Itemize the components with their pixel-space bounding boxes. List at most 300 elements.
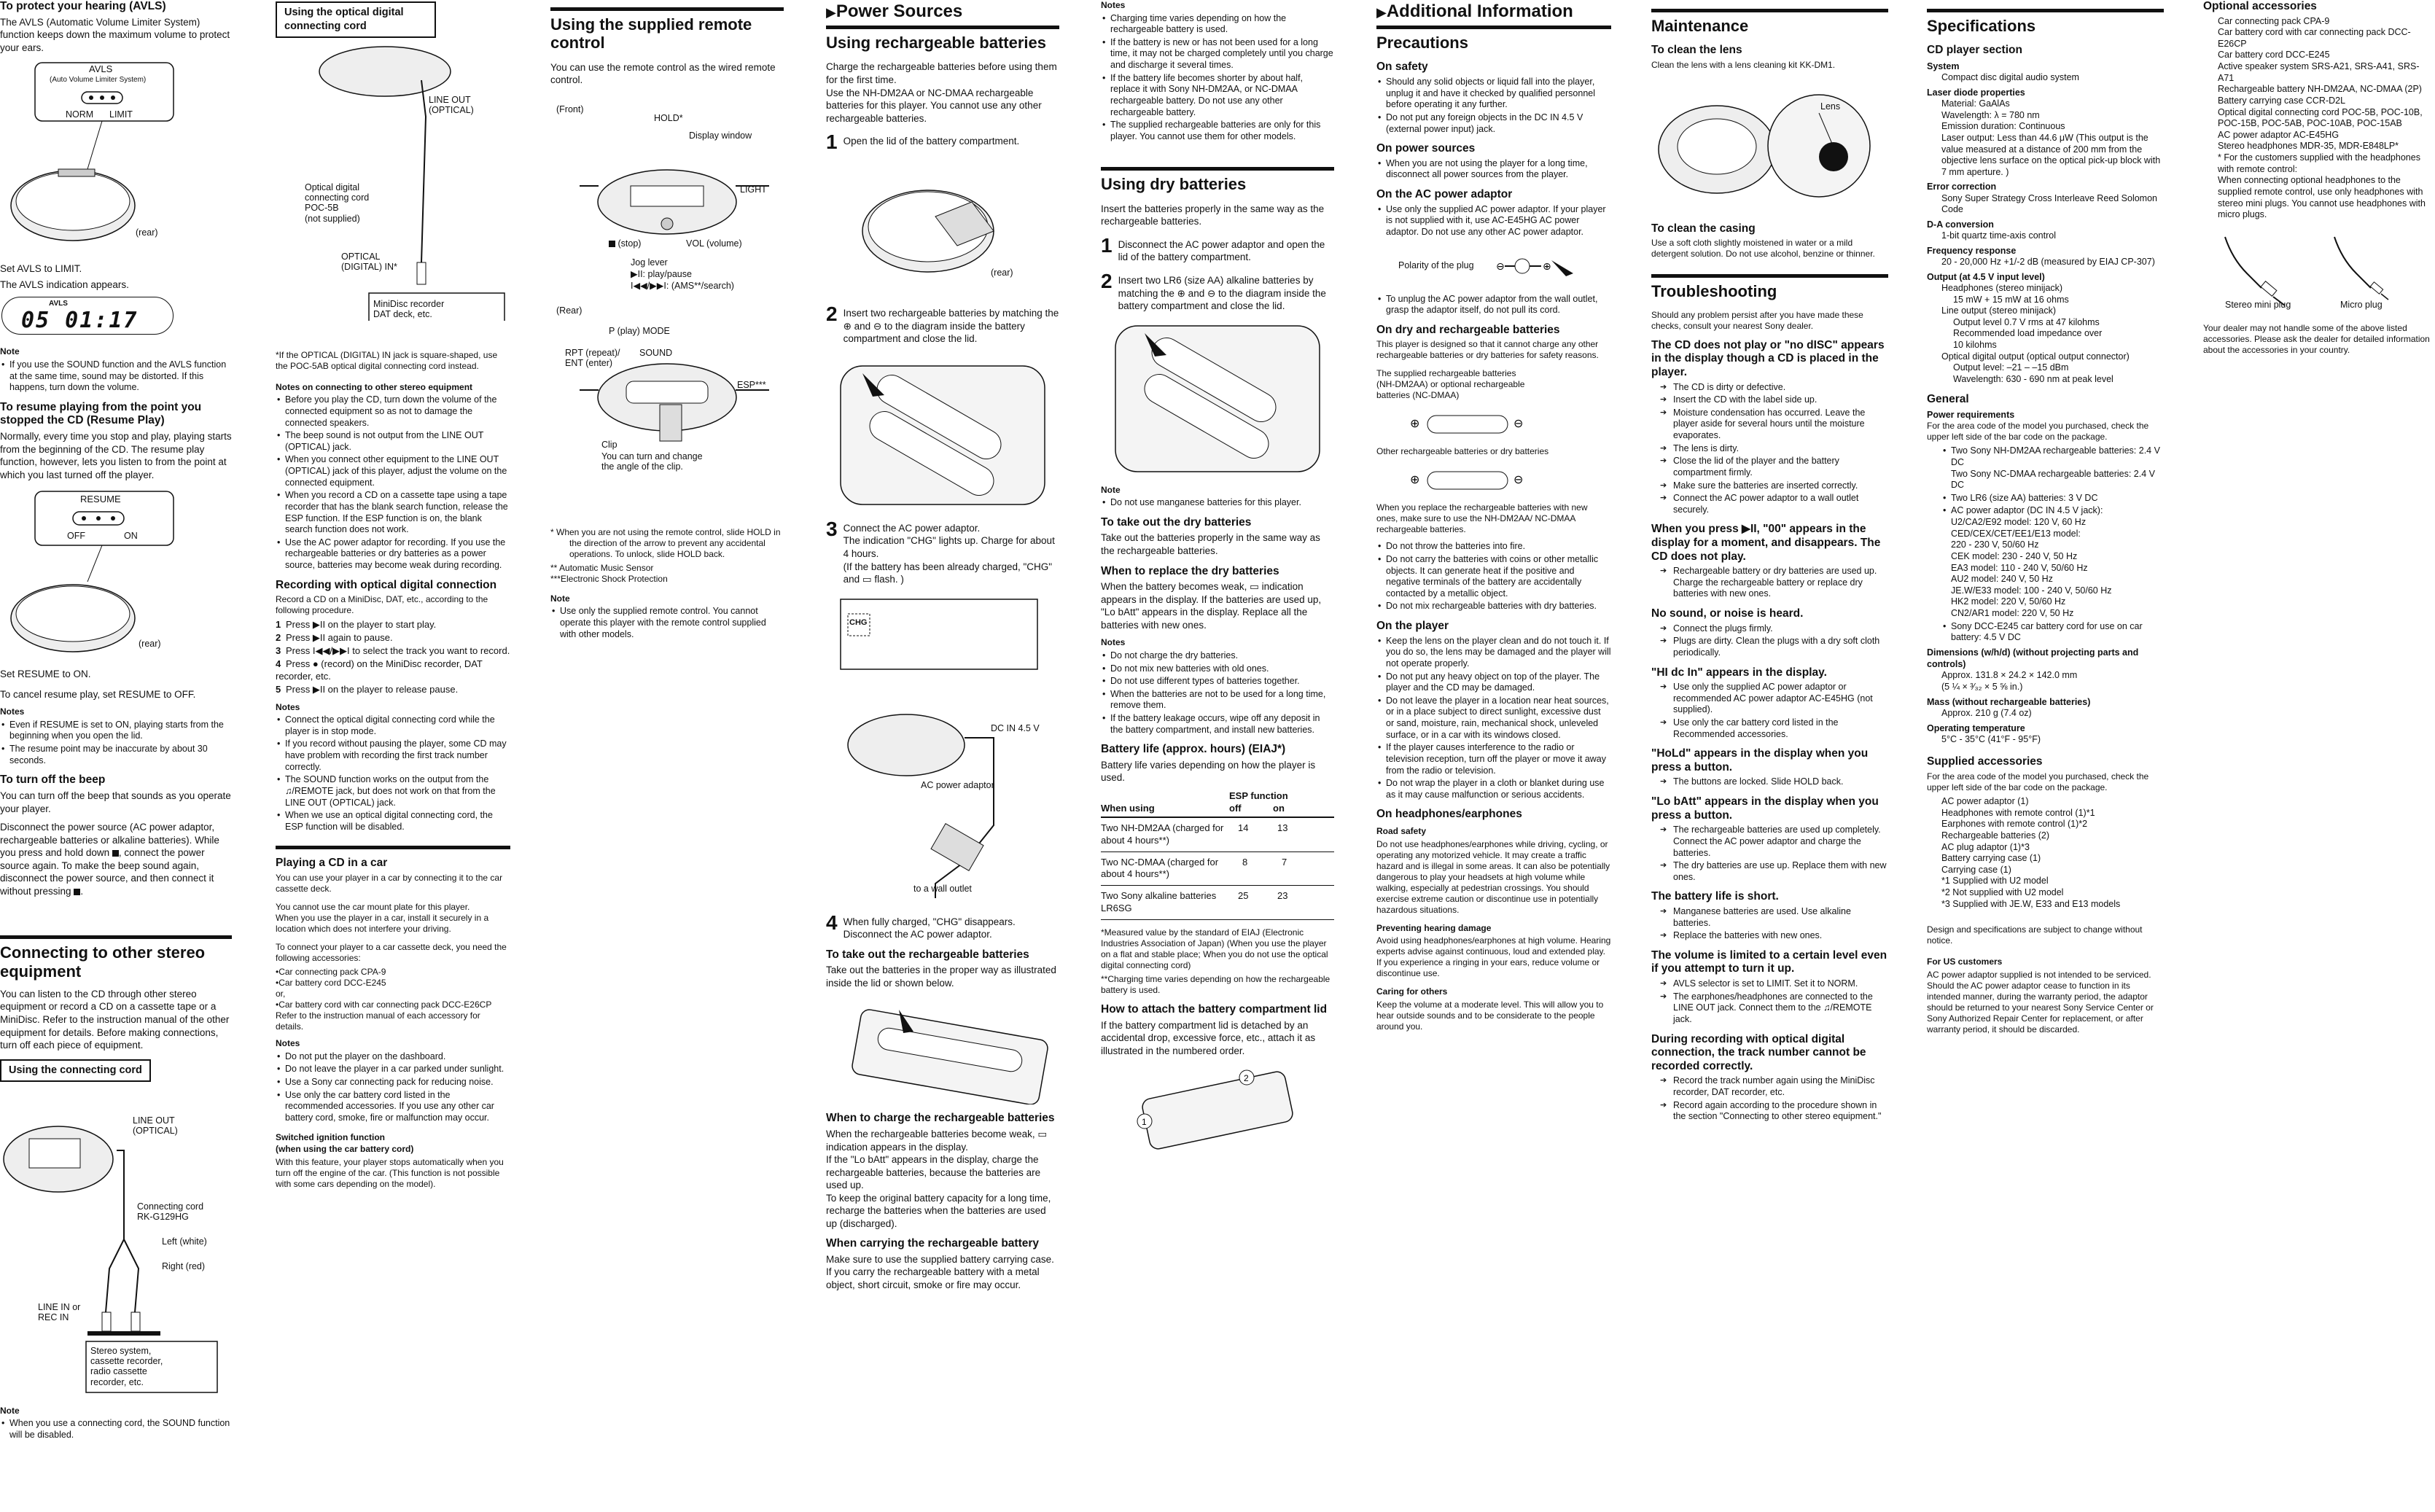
trouble-answer: ➔ Use only the supplied AC power adaptor or recommended AC power adaptor AC-E45HG (not supplied). [1660,682,1888,716]
jog-search-label: I◀◀/▶▶I: (AMS**/search) [631,280,734,291]
dry-batt-note: • Do not use different types of batteries together. [1101,676,1334,687]
life-body: Battery life varies depending on how the player is used. [1101,759,1316,784]
supplied-footnote: *2 Not supplied with U2 model [1941,887,2064,898]
spec-value: Optical digital output (optical output connector) [1941,351,2130,362]
line-out-label: LINE OUT (OPTICAL) [133,1115,178,1136]
step2-figure [826,351,1059,512]
lcd-avls: AVLS [49,300,68,308]
stop-label: (stop) [609,238,641,249]
car-body-4: Refer to the instruction manual of each accessory for details. [276,1010,480,1032]
avls-fig-title: AVLS [89,63,113,75]
step-3: 3 Connect the AC power adaptor. The indication "CHG" lights up. Charge for about 4 hours. (If the battery has been already charged, "CHG" and ▭ flash. ) [826,517,1055,585]
trouble-question: When you press ▶II, "00" appears in the display for a moment, and disappears. The CD does not play. [1651,523,1881,563]
trouble-answer: ➔ Connect the AC power adaptor to a wall outlet securely. [1660,493,1888,515]
supplied-body: For the area code of the model you purchased, check the upper left side of the bar code on the package. [1927,771,2149,793]
stereo-mini-label: Stereo mini plug [2225,299,2291,310]
precautions-title: Precautions [1376,26,1611,52]
player-item: • Do not wrap the player in a cloth or blanket during use as it may cause malfunction or serious accidents. [1376,778,1611,800]
optional-item: Car connecting pack CPA-9 [2218,15,2330,26]
player-title: On the player [1376,620,1449,633]
car-note: • Use a Sony car connecting pack for reducing noise. [276,1077,510,1088]
svg-text:⊕: ⊕ [1543,260,1551,273]
power-title: On power sources [1376,142,1476,155]
optional-item: Car battery cord with car connecting pack DCC-E26CP [2218,27,2411,49]
replace-rech: When you replace the rechargeable batteries with new ones, make sure to use the NH-DM2AA/ NC-DMAA rechargeable batteries. [1376,502,1588,535]
lens-title: To clean the lens [1651,44,1742,57]
troubleshooting-title: Troubleshooting [1651,274,1888,300]
ac-adaptor-label: AC power adaptor [921,779,994,790]
rpt-label: RPT (repeat)/ ENT (enter) [565,347,620,369]
dry-rech-title: On dry and rechargeable batteries [1376,323,1560,336]
connect-body: You can listen to the CD through other stereo equipment or record a CD on a cassette tape or a MiniDisc. Refer to the instruction manual of the other equipment for details. Before making connections, turn off each piece of equipment. [0,988,230,1051]
svg-text:1: 1 [1142,1117,1147,1128]
ignition-title: Switched ignition function (when using the car battery cord) [276,1132,414,1154]
charge-note: • The supplied rechargeable batteries are only for this player. You cannot use them for other models. [1101,120,1334,142]
spec-groups [1927,61,2164,386]
spec-heading: D-A conversion [1927,219,1994,230]
trouble-answer: ➔ The lens is dirty. [1660,443,1888,455]
ac-item: • To unplug the AC power adaptor from the wall outlet, grasp the adaptor itself, do not pull its cord. [1376,294,1611,316]
sound-label: SOUND [639,347,673,358]
lcd-display [1,297,174,335]
ac-title: On the AC power adaptor [1376,188,1513,201]
optional-item: Stereo headphones MDR-35, MDR-E848LP* [2218,141,2399,152]
charge-when-title: When to charge the rechargeable batteries [826,1112,1055,1125]
rechargeable-title: Using rechargeable batteries [826,26,1059,52]
take-out-figure [826,995,1059,1104]
car-note: • Do not put the player on the dashboard. [276,1051,510,1063]
note-title: Note [1101,484,1121,495]
trouble-question: The volume is limited to a certain level even if you attempt to turn it up. [1651,948,1887,975]
dry-figure [1101,319,1334,479]
power-sources-section: ▶Power Sources [826,1,963,21]
column-6 [1376,0,1611,1512]
casing-title: To clean the casing [1651,222,1756,235]
us-title: For US customers [1927,956,2003,967]
column-2 [276,0,510,1512]
stop-icon [74,889,80,895]
dimensions-value: Approx. 131.8 × 24.2 × 142.0 mm (5 ¼ × ³⁄₃₂ × 5 ⅝ in.) [1941,670,2078,693]
rechargeable-body: Charge the rechargeable batteries before using them for the first time. Use the NH-DM2AA or NC-DMAA rechargeable batteries for this player. You cannot use any other rechargeable batteries. [826,61,1057,124]
beep-body-2: Disconnect the power source (AC power adaptor, rechargeable batteries or alkaline batteries). While you press and hold down , connect the power source again. To make the beep sound again, disconnect the power source, and then connect it without pressing . [0,822,219,897]
column-5 [1101,0,1334,1512]
supplied-item: Earphones with remote control (1)*2 [1941,819,2088,830]
light-label: LIGHT [740,184,767,195]
spec-value: 10 kilohms [1953,340,1997,351]
note-title: Note [0,1405,20,1416]
stereo-box-label: Stereo system, cassette recorder, radio cassette recorder, etc. [90,1345,163,1387]
trouble-answer: ➔ Insert the CD with the label side up. [1660,394,1888,406]
resume-note: • Even if RESUME is set to ON, playing starts from the beginning when you open the lid. [0,720,232,742]
step-4: 4 When fully charged, "CHG" disappears. Disconnect the AC power adaptor. [826,911,1016,940]
optional-title: Optional accessories [2203,0,2317,12]
trouble-question: "Lo bAtt" appears in the display when you press a button. [1651,795,1879,822]
trouble-answer: ➔ Use only the car battery cord listed in the Recommended accessories. [1660,717,1888,740]
temp-value: 5°C - 35°C (41°F - 95°F) [1941,733,2041,744]
take-out-dry-title: To take out the dry batteries [1101,515,1252,529]
trouble-question: The battery life is short. [1651,890,1779,903]
battery-figure-1 [1376,407,1611,440]
front-label: (Front) [556,104,584,114]
table-row: Two Sony alkaline batteries LR6SG 25 23 [1101,886,1334,920]
rec-step: 4 Press ● (record) on the MiniDisc recorder, DAT recorder, etc. [276,658,483,682]
svg-text:⊖: ⊖ [1513,472,1524,487]
connecting-cord-label: Connecting cord RK-G129HG [137,1201,204,1222]
step3-figure [826,592,1059,905]
column-9 [2203,0,2435,1512]
player-item: • Do not put any heavy object on top of the player. The player and the CD may be damaged. [1376,671,1611,694]
car-note: • Use only the car battery cord listed in the recommended accessories. If you use any other car battery cord, smoke, fire or malfunction may occur. [276,1090,510,1124]
column-7 [1651,0,1888,1512]
stop-icon [609,241,615,247]
beep-title: To turn off the beep [0,773,106,787]
notes-title: Notes [1101,0,1126,10]
power-item: • Two Sony NH-DM2AA rechargeable batteries: 2.4 V DC Two Sony NC-DMAA rechargeable batteries: 2.4 V DC [1941,445,2164,491]
spec-value: 1-bit quartz time-axis control [1941,230,2057,241]
casing-body: Use a soft cloth slightly moistened in water or a mild detergent solution. Do not use alcohol, benzine or thinner. [1651,238,1875,260]
pmode-label: P (play) MODE [609,325,670,336]
car-or: or, [276,989,286,999]
note-title: Note [550,593,570,604]
supplied-footnote: *3 Supplied with JE.W, E33 and E13 models [1941,898,2121,909]
car-acc-2: •Car battery cord DCC-E245 [276,978,386,989]
triangle-icon: ▶ [1376,5,1387,20]
road-body: Do not use headphones/earphones while driving, cycling, or operating any motorized vehicle. It may create a traffic hazard and is illegal in some areas. It can also be potentially dangerous to play your headsets at high volume while walking, especially at pedestrian crossings. You should exercise extreme caution or discontinue use in potentially hazardous situations. [1376,838,1610,915]
resume-on: ON [124,531,138,542]
supplied-item: Headphones with remote control (1)*1 [1941,807,2095,818]
car-acc-1: •Car connecting pack CPA-9 [276,967,386,978]
take-out-dry-body: Take out the batteries properly in the same way as the rechargeable batteries. [1101,532,1320,556]
stop-icon [112,850,119,857]
rec-step: 1 Press ▶II on the player to start play. [276,619,437,631]
attach-figure [1101,1063,1334,1150]
trouble-question: "HoLd" appears in the display when you press a button. [1651,747,1869,773]
svg-text:⊖: ⊖ [1496,260,1505,273]
headphones-title: On headphones/earphones [1376,808,1522,821]
polarity-figure [1376,244,1611,288]
prevent-body: Avoid using headphones/earphones at high volume. Hearing experts advise against continuous, loud and extended play. If you experience a ringing in your ears, reduce volume or discontinue use. [1376,935,1611,979]
lcd-text: 05 01:17 [21,308,139,334]
optional-item: AC power adaptor AC-E45HG [2218,129,2339,140]
column-4 [826,0,1059,1512]
battery-illustration [1376,463,1610,496]
caring-title: Caring for others [1376,986,1448,997]
life-title: Battery life (approx. hours) (EIAJ*) [1101,743,1286,756]
charge-note: • If the battery life becomes shorter by about half, replace it with Sony NH-DM2AA, or NC-DMAA rechargeable battery. Do not use any other rechargeable battery. [1101,73,1334,119]
optional-item: Active speaker system SRS-A21, SRS-A41, SRS-A71 [2218,61,2420,83]
lens-label: Lens [1820,101,1841,112]
remote-footnote-2: ** Automatic Music Sensor [550,562,654,573]
player-illustration [0,487,219,662]
specifications-title: Specifications [1927,9,2164,35]
optical-figure [276,44,510,321]
rear-label: (rear) [139,639,161,650]
resume-figure [0,487,232,662]
table-row: Two NC-DMAA (charged for about 4 hours**) 8 7 [1101,852,1334,886]
dry-battery-illustration [1101,319,1334,479]
svg-text:⊖: ⊖ [1513,416,1524,431]
supplied-rech: The supplied rechargeable batteries (NH-DM2AA) or optional rechargeable batteries (NC-DMAA) [1376,368,1525,401]
trouble-answer: ➔ Manganese batteries are used. Use alkaline batteries. [1660,906,1888,929]
opt-cord-label: Optical digital connecting cord POC-5B (not supplied) [305,182,370,224]
trouble-answer: ➔ Replace the batteries with new ones. [1660,930,1888,942]
trouble-answer: ➔ Rechargeable battery or dry batteries are used up. Charge the rechargeable battery or replace dry batteries with new ones. [1660,566,1888,600]
dry-batt-note: • When the batteries are not to be used for a long time, remove them. [1101,689,1334,712]
remote-note: • Use only the supplied remote control. You cannot operate this player with the remote control supplied with other models. [550,606,784,640]
dry-batt-note: • Do not charge the dry batteries. [1101,650,1334,662]
design-note: Design and specifications are subject to change without notice. [1927,924,2143,946]
trouble-answer: ➔ Close the lid of the player and the battery compartment firmly. [1660,456,1888,478]
opt-in-label: OPTICAL (DIGITAL) IN* [341,251,397,273]
dimensions-title: Dimensions (w/h/d) (without projecting parts and controls) [1927,647,2139,670]
ac-adaptor-illustration [826,592,1059,905]
caring-body: Keep the volume at a moderate level. This will allow you to hear outside sounds and to be considerate to the people around you. [1376,999,1604,1032]
rec-opt-title: Recording with optical digital connection [276,578,497,591]
optional-item: Car battery cord DCC-E245 [2218,50,2330,61]
dry-batt-note: • If the battery leakage occurs, wipe off any deposit in the battery compartment, and install new batteries. [1101,713,1334,736]
charge-note: • Charging time varies depending on how the rechargeable battery is used. [1101,13,1334,36]
life-footnote-2: **Charging time varies depending on how the rechargeable battery is used. [1101,974,1331,996]
rear-label: (rear) [991,268,1013,278]
prevent-title: Preventing hearing damage [1376,922,1492,933]
life-footnote-1: *Measured value by the standard of EIAJ (Electronic Industries Association of Japan) (When you use the player on a flat and stable place; When you do not use the optical digital connecting cord) [1101,927,1328,971]
display-window-label: Display window [689,130,752,141]
rec-step: 5 Press ▶II on the player to release pause. [276,683,459,695]
troubleshooting-body: Should any problem persist after you have made these checks, consult your nearest Sony dealer. [1651,309,1863,331]
trouble-answer: ➔ The earphones/headphones are connected to the LINE OUT jack. Connect them to the ♫/REMOTE jack. [1660,991,1888,1026]
optional-item: Optical digital connecting cord POC-5B, POC-10B, POC-15B, POC-5AB, POC-10AB, POC-15AB [2218,106,2423,129]
spec-value: Wavelength: 630 - 690 nm at peak level [1953,373,2113,384]
avls-limit: LIMIT [109,109,133,120]
trouble-question: During recording with optical digital connection, the track number cannot be recorded correctly. [1651,1032,1866,1072]
safety-item: • Do not put any foreign objects in the DC IN 4.5 V (external power input) jack. [1376,112,1611,135]
player-item: • If the player causes interference to the radio or television reception, turn off the player or move it away from the radio or television. [1376,742,1611,776]
set-resume: Set RESUME to ON. [0,669,91,680]
additional-section: ▶Additional Information [1376,1,1573,21]
supplied-item: Battery carrying case (1) [1941,853,2041,864]
take-out-title: To take out the rechargeable batteries [826,948,1029,961]
step-1: 1 Disconnect the AC power adaptor and open the lid of the battery compartment. [1101,233,1325,263]
polarity-label: Polarity of the plug [1398,260,1474,270]
table-header: When using [1101,789,1229,817]
supplied-item: AC power adaptor (1) [1941,796,2029,807]
batt-item: • Do not mix rechargeable batteries with dry batteries. [1376,601,1611,612]
batt-item: • Do not carry the batteries with coins or other metallic objects. It can generate heat if the positive and negative terminals of the battery are accidentally contacted by a metallic object. [1376,554,1611,600]
battery-figure-2 [1376,463,1611,496]
section-divider [276,846,510,849]
car-body-3: To connect your player to a car cassette deck, you need the following accessories: [276,942,507,964]
resume-body: Normally, every time you stop and play, playing starts from the beginning of the CD. The resume play function, however, lets you listen to from the point at which you last turned off the player. [0,430,232,480]
remote-footnote-1: * When you are not using the remote control, slide HOLD in the direction of the arrow to prevent any accidental operations. To unlock, slide HOLD back. [550,526,781,559]
player-item: • Do not leave the player in a location near heat sources, or in a place subject to direct sunlight, excessive dust or sand, moisture, rain, mechanical shock, unleveled surface, or in a car with its windows closed. [1376,695,1611,741]
power-item: • AC power adaptor (DC IN 4.5 V jack): U2/CA2/E92 model: 120 V, 60 Hz CED/CEX/CET/EE1/E13 model: 220 - 230 V, 50/60 Hz CEK model: 230 - 240 V, 50 Hz EA3 model: 110 - 240 V, 50/60 Hz AU2 model: 240 V, 50 Hz JE.W/E33 model: 100 - 240 V, 50/60 Hz HK2 model: 220 V, 50/60 Hz CN2/AR1 model: 220 V, 50 Hz [1941,505,2164,619]
trouble-answer: ➔ The buttons are locked. Slide HOLD back. [1660,776,1888,788]
battery-life-table [1101,789,1334,920]
stereo-note: • The beep sound is not output from the LINE OUT (OPTICAL) jack. [276,430,510,453]
resume-label: RESUME [80,494,121,505]
remote-footnote-3: ***Electronic Shock Protection [550,573,668,584]
beep-body: You can turn off the beep that sounds as you operate your player. [0,790,231,814]
using-cord-box: Using the connecting cord [0,1059,151,1082]
trouble-answer: ➔ Plugs are dirty. Clean the plugs with a dry soft cloth periodically. [1660,636,1888,658]
charge-note: • If the battery is new or has not been used for a long time, it may not be charged completely until you charge and discharge it several times. [1101,37,1334,71]
ac-item: • Use only the supplied AC power adaptor. If your player is not supplied with it, use AC-E45HG AC power adaptor. Do not use any other AC power adaptor. [1376,204,1611,238]
cord-figure [0,1094,232,1400]
rear-label: (rear) [136,227,158,238]
spec-value: Output level: –21 – –15 dBm [1953,362,2069,373]
optical-box: Using the optical digital connecting cord [276,1,436,38]
avls-appears: The AVLS indication appears. [0,278,129,290]
trouble-question: The CD does not play or "no dISC" appears in the display though a CD is placed in the player. [1651,338,1885,378]
spec-heading: System [1927,61,1960,71]
rec-note: • If you record without pausing the player, some CD may have problem with recording the first track number correctly. [276,739,510,773]
remote-figure [550,98,784,521]
resume-note: • The resume point may be inaccurate by about 30 seconds. [0,744,232,766]
attach-body: If the battery compartment lid is detached by an accidental drop, excessive force, etc., attach it as illustrated in the numbered order. [1101,1019,1316,1056]
avls-figure [0,60,232,257]
power-req-body: For the area code of the model you purchased, check the upper left side of the bar code on the package. [1927,421,2149,443]
notes-title: Notes [276,701,300,712]
trouble-answer: ➔ Make sure the batteries are inserted correctly. [1660,480,1888,492]
take-out-illustration [826,995,1059,1104]
md-box-label: MiniDisc recorder DAT deck, etc. [373,298,445,320]
cord-note: • When you use a connecting cord, the SOUND function will be disabled. [0,1418,232,1441]
spec-value: Material: GaAlAs [1941,98,2010,109]
trouble-question: No sound, or noise is heard. [1651,607,1804,620]
dry-note: • Do not use manganese batteries for this player. [1101,497,1334,509]
rec-opt-body: Record a CD on a MiniDisc, DAT, etc., according to the following procedure. [276,594,488,616]
spec-heading: Frequency response [1927,245,2017,256]
spec-heading: Laser diode properties [1927,87,2025,98]
rec-note: • The SOUND function works on the output from the ♫/REMOTE jack, but does not work on that from the LINE OUT (OPTICAL) jack. [276,774,510,808]
other-rech: Other rechargeable batteries or dry batteries [1376,446,1549,457]
spec-value: 20 - 20,000 Hz +1/-2 dB (measured by EIAJ CP-307) [1941,257,2155,268]
remote-body: You can use the remote control as the wired remote control. [550,61,776,86]
ignition-body: With this feature, your player stops automatically when you turn off the engine of the car. (This function is not possible with some cars depending on the model). [276,1156,504,1189]
troubleshooting-list [1651,339,1888,1123]
dc-in-label: DC IN 4.5 V [991,722,1040,733]
triangle-icon: ▶ [826,5,836,20]
spec-heading: Error correction [1927,182,1997,192]
attach-title: How to attach the battery compartment lid [1101,1003,1328,1016]
player-item: • Keep the lens on the player clean and do not touch it. If you do so, the lens may be damaged and the player will not operate properly. [1376,636,1611,670]
spec-value: Recommended load impedance over [1953,328,2103,339]
rec-step: 2 Press ▶II again to pause. [276,632,393,644]
jog-label: Jog lever [631,257,668,268]
micro-plug-label: Micro plug [2340,299,2383,310]
trouble-answer: ➔ Record the track number again using the MiniDisc recorder, DAT recorder, etc. [1660,1075,1888,1098]
battery-insert-illustration [826,351,1059,512]
spec-value: Wavelength: λ = 780 nm [1941,109,2040,120]
general-title: General [1927,392,1969,405]
table-header: ESP function off on [1229,789,1334,817]
replace-title: When to replace the dry batteries [1101,564,1279,577]
road-title: Road safety [1376,826,1427,837]
lens-illustration [1651,77,1885,215]
spec-value: Line output (stereo minijack) [1941,305,2057,316]
trouble-answer: ➔ The dry batteries are use up. Replace them with new ones. [1660,860,1888,883]
notes-stereo-title: Notes on connecting to other stereo equipment [276,381,473,392]
spec-value: Sony Super Strategy Cross Interleave Reed Solomon Code [1941,192,2157,215]
lid-attach-illustration [1101,1063,1334,1150]
notes-title: Notes [0,706,25,717]
car-body-1: You can use your player in a car by connecting it to the car cassette deck. [276,873,503,895]
car-title: Playing a CD in a car [276,857,388,870]
table-row: Two NH-DM2AA (charged for about 4 hours**) 14 13 [1101,817,1334,852]
optional-item: Rechargeable battery NH-DM2AA, NC-DMAA (2P) [2218,84,2422,95]
stereo-note: • Before you play the CD, turn down the volume of the connected equipment so as not to damage the connected speakers. [276,394,510,429]
spec-value: Compact disc digital audio system [1941,72,2079,83]
cancel-resume: To cancel resume play, set RESUME to OFF. [0,688,196,700]
us-body: AC power adaptor supplied is not intended to be serviced. Should the AC power adaptor cease to function in its intended manner, during the warranty period, the adaptor should be returned to your nearest Sony Service Center or Sony Authorized Repair Center for replacement, or after warranty period, it should be discarded. [1927,969,2154,1034]
svg-text:2: 2 [1244,1073,1249,1084]
step-2: 2 Insert two rechargeable batteries by matching the ⊕ and ⊖ to the diagram inside the battery compartment and close the lid. [826,303,1059,345]
car-note: • Do not leave the player in a car parked under sunlight. [276,1064,510,1075]
notes-title: Notes [276,1038,300,1049]
safety-item: • Should any solid objects or liquid fall into the player, unplug it and have it checked by qualified personnel before operating it any further. [1376,77,1611,111]
power-item: • When you are not using the player for a long time, disconnect all power sources from the player. [1376,158,1611,181]
connect-title: Connecting to other stereo equipment [0,943,206,981]
battery-illustration [1376,407,1610,440]
spec-value: Laser output: Less than 44.6 μW (This output is the value measured at a distance of 200 mm from the objective lens surface on the optical pick-up block with 7 mm aperture. ) [1941,132,2161,177]
lens-body: Clean the lens with a lens cleaning kit KK-DM1. [1651,59,1836,70]
vol-label: VOL (volume) [686,238,742,249]
left-white-label: Left (white) [162,1236,207,1247]
mass-title: Mass (without rechargeable batteries) [1927,696,2091,707]
plugs-figure [2203,230,2435,317]
power-req-title: Power requirements [1927,410,2015,421]
supplied-title: Supplied accessories [1927,755,2043,768]
player-illustration [0,60,219,257]
power-item: • Two LR6 (size AA) batteries: 3 V DC [1941,493,2164,504]
supplied-footnote: *1 Supplied with U2 model [1941,876,2049,886]
charge-when-body: When the rechargeable batteries become weak, ▭ indication appears in the display. If the "Lo bAtt" appears in the display, charge the rechargeable batteries, because the batteries are used up. To keep the original battery capacity for a long time, recharge the batteries when the batteries are used up (discharged). [826,1128,1051,1229]
temp-title: Operating temperature [1927,722,2025,733]
avls-norm: NORM [66,109,94,120]
rear-label: (Rear) [556,305,583,316]
safety-title: On safety [1376,61,1428,74]
set-avls: Set AVLS to LIMIT. [0,263,82,275]
step-1: 1 Open the lid of the battery compartment. [826,130,1020,154]
stereo-note: • Use the AC power adaptor for recording. If you use the rechargeable batteries or dry batteries as a power source, batteries may become weak during recording. [276,537,510,572]
chg-label: CHG [849,617,868,627]
remote-title: Using the supplied remote control [550,7,784,52]
svg-text:⊕: ⊕ [1410,472,1420,487]
column-3 [550,0,784,1512]
trouble-answer: ➔ Moisture condensation has occurred. Leave the player aside for several hours until the moisture evaporates. [1660,408,1888,442]
jog-play-label: ▶II: play/pause [631,268,692,279]
trouble-answer: ➔ The CD is dirty or defective. [1660,382,1888,394]
line-in-label: LINE IN or REC IN [38,1301,81,1322]
wall-label: to a wall outlet [913,883,972,894]
car-body-2: You cannot use the car mount plate for this player. When you use the player in a car, install it securely in a location which does not interfere your driving. [276,902,489,935]
svg-text:⊕: ⊕ [1410,416,1420,431]
optional-item: * For the customers supplied with the headphones with remote control: When connecting optional headphones to the supplied remote control, use only headphones with stereo mini plugs. You cannot use headphones with micro plugs. [2218,152,2426,220]
car-acc-3: •Car battery cord with car connecting pack DCC-E26CP [276,999,492,1010]
stereo-note: • When you connect other equipment to the LINE OUT (OPTICAL) jack of this player, adjust the volume on the connected equipment. [276,454,510,488]
clip-desc: You can turn and change the angle of the clip. [601,451,703,472]
dry-body: Insert the batteries properly in the same way as the rechargeable batteries. [1101,203,1325,227]
clip-label: Clip [601,439,617,450]
trouble-answer: ➔ Connect the plugs firmly. [1660,623,1888,635]
column-1 [0,0,232,1512]
column-8 [1927,0,2164,1512]
esp-label: ESP*** [737,379,766,390]
batt-item: • Do not throw the batteries into fire. [1376,541,1611,553]
rec-note: • Connect the optical digital connecting cord while the player is in stop mode. [276,714,510,737]
avls-title: To protect your hearing (AVLS) [0,0,166,12]
spec-value: Headphones (stereo minijack) [1941,282,2063,293]
